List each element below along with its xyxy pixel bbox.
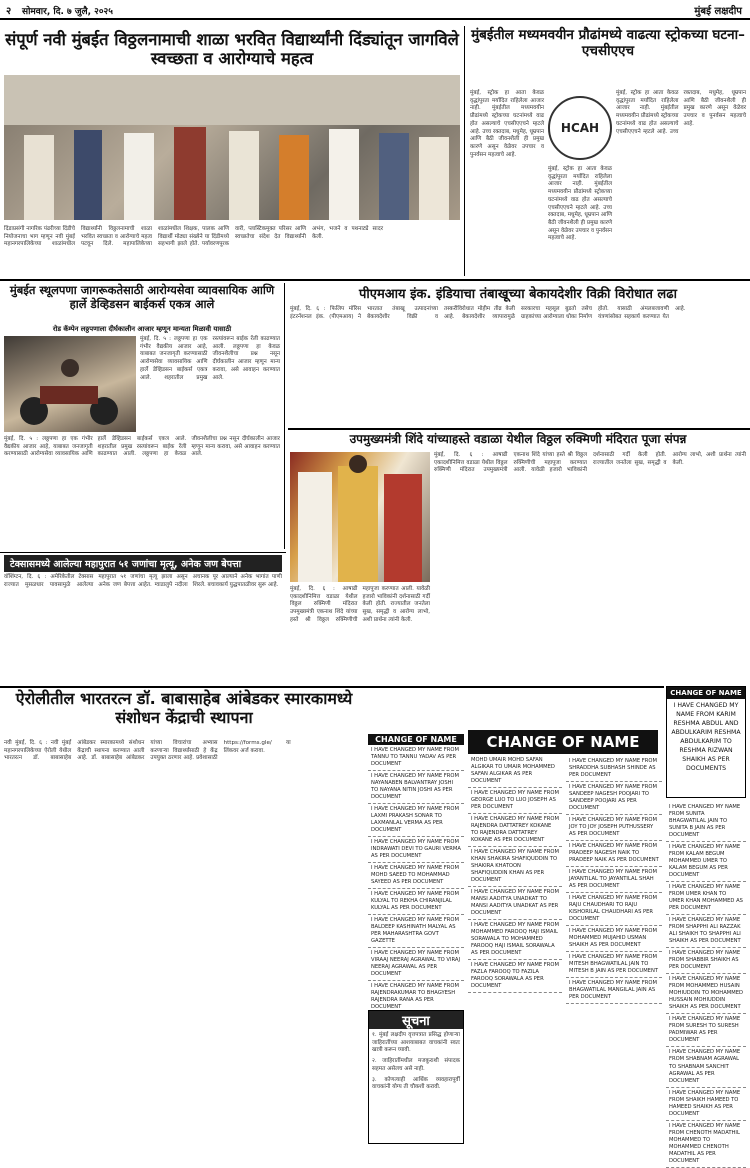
section-rule xyxy=(288,428,750,430)
change-of-name-item: I HAVE CHANGED MY NAME FROM CHENOTH MADATHIL MOHAMMED TO MOHAMMED CHENOTH MADATHIL AS PER DOCUMENT xyxy=(666,1121,746,1168)
change-of-name-item: I HAVE CHANGED MY NAME FROM INDRAWATI DEVI TO GAURI VERMA AS PER DOCUMENT xyxy=(368,837,464,863)
change-of-name-item: I HAVE CHANGED MY NAME FROM KHAN SHAKIRA SHAFIQUDDIN TO SHAKIRA KHATOON SHAFIQUDDIN KHAN AS PER DOCUMENT xyxy=(468,847,562,887)
change-of-name-item: I HAVE CHANGED MY NAME FROM SUNITA BHAGWATILAL JAIN TO SUNITA B JAIN AS PER DOCUMENT xyxy=(666,802,746,842)
change-of-name-item: I HAVE CHANGED MY NAME FROM UMER KHAN TO UMER KHAN MOHAMMED AS PER DOCUMENT xyxy=(666,882,746,915)
change-of-name-item: I HAVE CHANGED MY NAME FROM JOY TO JOY JOSEPH PUTHUSSERY AS PER DOCUMENT xyxy=(566,815,662,841)
change-of-name-item: MOHD UMAIR MOHD SAFAN ALGIKAR TO UMAIR MOHAMMED SAFAN ALGIKAR AS PER DOCUMENT xyxy=(468,748,562,788)
section-rule xyxy=(0,279,750,281)
change-of-name-item: I HAVE CHANGED MY NAME FROM LAXMI PRAKASH SONAR TO LAXMANLAL VERMA AS PER DOCUMENT xyxy=(368,804,464,837)
story5-headline: उपमुख्यमंत्री शिंदे यांच्याहस्ते वडाळा येथील विठ्ठल रुक्मिणी मंदिरात पूजा संपन्न xyxy=(349,432,687,446)
change-of-name-item: I HAVE CHANGED MY NAME FROM RAJENDRAKUMAR TO BHAGYESH RAJENDRA RANA AS PER DOCUMENT xyxy=(368,981,464,1014)
change-of-name-item: I HAVE CHANGED MY NAME FROM BHAGWATILAL MANGILAL JAIN AS PER DOCUMENT xyxy=(566,978,662,1004)
change-of-name-item: I HAVE CHANGED MY NAME FROM SURESH TO SURESH PADMIWAR AS PER DOCUMENT xyxy=(666,1014,746,1047)
section-rule xyxy=(0,686,664,688)
change-of-name-item: I HAVE CHANGED MY NAME FROM PRADEEP NAGESH NAIK TO PRADEEP NAIK AS PER DOCUMENT xyxy=(566,841,662,867)
box-title: CHANGE OF NAME xyxy=(667,687,745,699)
change-of-name-box xyxy=(666,686,746,798)
story2-body: मुंबई, स्ट्रोक हा आता केवळ वृद्धांपुरता मर्यादित राहिलेला आजार नाही. मुंबईतील मध्यमवयीन प्रौढांमध्ये स्ट्रोकच्या घटनांमध्ये वाढ होत असल्याचे एचसीएएचने म्हटले आहे. उच्च रक्तदाब, मधुमेह, धूम्रपान आणि बैठी जीवनशैली ही प्रमुख कारणे असून वेळेवर उपचार व पुनर्वसन महत्वाचे आहे. xyxy=(470,90,544,158)
cn-list-2 xyxy=(468,748,562,993)
change-of-name-item: I HAVE CHANGED MY NAME FROM SHAPPHI ALI RAZZAK ALI SHAIKH TO SHAPPHI ALI SHAIKH AS PER DOCUMENT xyxy=(666,915,746,948)
cn-list-1 xyxy=(368,745,464,1015)
notice-box xyxy=(368,1010,464,1144)
change-of-name-item: I HAVE CHANGED MY NAME FROM SHABNAM AGRAWAL TO SHABNAM SANCHIT AGRAWAL AS PER DOCUMENT xyxy=(666,1047,746,1087)
change-of-name-col3 xyxy=(566,756,662,1146)
box-text: I HAVE CHANGED MY NAME FROM KARIM RESHMA ABDUL AND ABDULKARIM RESHMA ABDULKARIM TO RESHMA RIZWAN SHAIKH AS PER DOCUMENTS xyxy=(671,702,741,772)
hcah-logo: HCAH xyxy=(548,96,612,160)
story1-headline: संपूर्ण नवी मुंबईत विठ्ठलनामाची शाळा भरवित विद्यार्थ्यांनी दिंड्यांतून जागविले स्वच्छता व आरोग्याचे महत्व xyxy=(5,30,459,69)
change-of-name-item: I HAVE CHANGED MY NAME FROM KALAM BEGUM MOHAMMED UMER TO KALAM BEGUM AS PER DOCUMENT xyxy=(666,842,746,882)
notice-item: २. जाहिरातींमधील मजकुराशी संपादक सहमत असेलच असे नाही. xyxy=(372,1058,460,1072)
change-of-name-item: I HAVE CHANGED MY NAME FROM MOHD SAEED TO MOHAMMAD SAYEED AS PER DOCUMENT xyxy=(368,863,464,889)
story5-photo xyxy=(290,452,430,582)
change-of-name-col4 xyxy=(666,802,746,1164)
change-of-name-item: I HAVE CHANGED MY NAME FROM RAJENDRA DATTATREY KOKANE TO RAJENDRA DATTATREY KOKANE AS PER DOCUMENT xyxy=(468,814,562,847)
story1-body: दिंडाप्रसंगी नागरिक पंढरीच्या दिंडीचे नियोजनाचा भाग म्हणून नवी मुंबई महानगरपालिकेच्या शाळांमधील विद्यार्थ्यांनी विठ्ठलनामाची शाळा भरवित स्वच्छता व आरोग्याचे महत्व पटवून दिले. महापालिकेच्या शाळांमधील शिक्षक, पालक आणि विद्यार्थी मोठ्या संख्येने या दिंडीमध्ये सहभागी झाले होते. पर्यावरणपूरक वारी, प्लास्टिकमुक्त परिसर आणि स्वच्छतेचा संदेश देत विद्यार्थ्यांनी अभंग, भजने व पथनाट्ये सादर केली. xyxy=(4,226,383,248)
story7-headline: ऐरोलीतील भारतरत्न डॉ. बाबासाहेब आंबेडकर स्मारकामध्ये संशोधन केंद्राची स्थापना xyxy=(15,689,353,727)
story5-body: मुंबई, दि. ६ : आषाढी एकादशीनिमित्त वडाळा येथील विठ्ठल रुक्मिणी मंदिरात उपमुख्यमंत्री एकनाथ शिंदे यांच्या हस्ते श्री विठ्ठल रुक्मिणीची महापूजा करण्यात आली. यावेळी हजारो भाविकांनी दर्शनासाठी गर्दी केली होती. राज्यातील जनतेला सुख, समृद्धी व आरोग्य लाभो, अशी प्रार्थना त्यांनी केली. xyxy=(434,452,746,474)
change-of-name-item: I HAVE CHANGED MY NAME FROM JAYANTILAL TO JAYANTILAL SHAH AS PER DOCUMENT xyxy=(566,867,662,893)
change-of-name-item: I HAVE CHANGED MY NAME FROM BALDEEP KASHINATH MALYAL AS PER MAHARASHTRA GOVT GAZETTE xyxy=(368,915,464,948)
story5-body-left: मुंबई, दि. ६ : आषाढी एकादशीनिमित्त वडाळा येथील विठ्ठल रुक्मिणी मंदिरात उपमुख्यमंत्री एकनाथ शिंदे यांच्या हस्ते श्री विठ्ठल रुक्मिणीची महापूजा करण्यात आली. यावेळी हजारो भाविकांनी दर्शनासाठी गर्दी केली होती. राज्यातील जनतेला सुख, समृद्धी व आरोग्य लाभो, अशी प्रार्थना त्यांनी केली. xyxy=(290,586,430,623)
page-number: २ xyxy=(6,6,12,17)
change-of-name-small-title: CHANGE OF NAME xyxy=(368,734,464,745)
story6-body: वॉशिंग्टन, दि. ६ : अमेरिकेतील टेक्सास राज्यात मुसळधार पावसामुळे आलेल्या महापुरात ५१ जणांचा मृत्यू झाला असून अनेक जण बेपत्ता आहेत. ग्वाडालुपे नदीला अचानक पूर आल्याने अनेक भागांत पाणी शिरले. बचावकार्य युद्धपातळीवर सुरू आहे. xyxy=(4,574,282,588)
story3-body-right: मुंबई, दि. ५ : लठ्ठपणा हा एक गंभीर वैद्यकीय आजार आहे, याबाबत जनजागृती करण्यासाठी आरोग्यसेवा व्यावसायिक आणि हार्ले डेव्हिडसन बाईकर्स एकत्र आले. शहरातील प्रमुख रस्त्यांवरून बाईक रॅली काढण्यात आली. लठ्ठपणा हा केवळ जीवनशैलीचा प्रश्न नसून दीर्घकालीन आजार म्हणून मान्य करावा, असे आवाहन करण्यात आले. xyxy=(140,336,280,381)
notice-item: ३. कोणत्याही आर्थिक व्यवहारापूर्वी वाचकांनी योग्य ती चौकशी करावी. xyxy=(372,1076,460,1091)
story1-photo xyxy=(4,75,460,220)
story2-body-mid: मुंबई, स्ट्रोक हा आता केवळ वृद्धांपुरता मर्यादित राहिलेला आजार नाही. मुंबईतील मध्यमवयीन प्रौढांमध्ये स्ट्रोकच्या घटनांमध्ये वाढ होत असल्याचे एचसीएएचने म्हटले आहे. उच्च रक्तदाब, मधुमेह, धूम्रपान आणि बैठी जीवनशैली ही प्रमुख कारणे असून वेळेवर उपचार व पुनर्वसन महत्वाचे आहे. xyxy=(548,166,612,242)
change-of-name-item: I HAVE CHANGED MY NAME FROM GEORGE LUO TO LUO JOSEPH AS PER DOCUMENT xyxy=(468,788,562,814)
change-of-name-item: I HAVE CHANGED MY NAME FROM MOHAMMED HUSAIN MOHIUDDIN TO MOHAMMED HUSSAIN MOHIUDDIN SHAIKH AS PER DOCUMENT xyxy=(666,974,746,1014)
story2-block xyxy=(470,90,746,276)
page-header xyxy=(0,0,750,20)
change-of-name-item: I HAVE CHANGED MY NAME FROM FAZLA FAROOQ TO FAZILA FAROOQ SORAWALA AS PER DOCUMENT xyxy=(468,960,562,993)
section-rule xyxy=(0,552,286,553)
story2-headline: मुंबईतील मध्यमवयीन प्रौढांमध्ये वाढत्या स्ट्रोकच्या घटना–एचसीएएच xyxy=(471,27,745,59)
change-of-name-item: I HAVE CHANGED MY NAME FROM VIRAAJ NEERAJ AGRAWAL TO VIRAJ NEERAJ AGRAWAL AS PER DOCUMENT xyxy=(368,948,464,981)
change-of-name-item: I HAVE CHANGED MY NAME FROM RAJU CHAUDHARI TO RAJU KISHORILAL CHAUDHARI AS PER DOCUMENT xyxy=(566,893,662,926)
story4-headline: पीएमआय इंक. इंडियाचा तंबाखूच्या बेकायदेशीर विक्री विरोधात लढा xyxy=(359,287,677,302)
change-of-name-item: I HAVE CHANGED MY NAME FROM KULYAL TO REKHA CHIRANJILAL KULYAL AS PER DOCUMENT xyxy=(368,889,464,915)
cn-list-3 xyxy=(566,756,662,1004)
change-of-name-title: CHANGE OF NAME xyxy=(468,730,658,754)
story3-photo xyxy=(4,336,136,432)
change-of-name-col2 xyxy=(468,748,562,1146)
story7-body: नवी मुंबई, दि. ६ : नवी मुंबई महानगरपालिकेच्या ऐरोली येथील भारतरत्न डॉ. बाबासाहेब आंबेडकर स्मारकामध्ये संशोधन केंद्राची स्थापना करण्यात आली आहे. डॉ. बाबासाहेब आंबेडकर यांच्या विचारांचा अभ्यास करणाऱ्या विद्यार्थ्यांसाठी हे केंद्र उपयुक्त ठरणार आहे. प्रवेशासाठी https://forms.gle/ या लिंकवर अर्ज करावा. xyxy=(4,740,291,762)
change-of-name-item: I HAVE CHANGED MY NAME FROM NAYANABEN BALVANTRAY JOSHI TO NAYANA NITIN JOSHI AS PER DOCUMENT xyxy=(368,771,464,804)
story3-subhead: रोड कॅम्पेन लठ्ठपणाला दीर्घकालीन आजार म्हणून मान्यता मिळावी यासाठी xyxy=(52,325,232,333)
masthead-brand: मुंबई लक्षदीप xyxy=(694,6,742,17)
story2-body-cont: मुंबई, स्ट्रोक हा आता केवळ वृद्धांपुरता मर्यादित राहिलेला आजार नाही. मुंबईतील मध्यमवयीन प्रौढांमध्ये स्ट्रोकच्या घटनांमध्ये वाढ होत असल्याचे एचसीएएचने म्हटले आहे. उच्च रक्तदाब, मधुमेह, धूम्रपान आणि बैठी जीवनशैली ही प्रमुख कारणे असून वेळेवर उपचार व पुनर्वसन महत्वाचे आहे. xyxy=(616,90,746,135)
change-of-name-item: I HAVE CHANGED MY NAME FROM MOHAMMED FAROOQ HAJI ISMAIL SORAWALA TO MOHAMMED FAROOQ HAJI ISMAIL SORAWALA AS PER DOCUMENT xyxy=(468,920,562,960)
change-of-name-item: I HAVE CHANGED MY NAME FROM SHAIKH HAMEED TO HAMEED SHAIKH AS PER DOCUMENT xyxy=(666,1088,746,1121)
change-of-name-item: I HAVE CHANGED MY NAME FROM MANSI AADITYA UNADKAT TO MANSI AADITYA UNADKAT AS PER DOCUMENT xyxy=(468,887,562,920)
change-of-name-item: I HAVE CHANGED MY NAME FROM SHRADDHA SUBHASH SHINDE AS PER DOCUMENT xyxy=(566,756,662,782)
change-of-name-item: I HAVE CHANGED MY NAME FROM TANNU TO TANNU YADAV AS PER DOCUMENT xyxy=(368,745,464,771)
column-divider xyxy=(464,26,465,276)
issue-date: सोमवार, दि. ७ जुलै, २०२५ xyxy=(22,7,113,17)
change-of-name-item: I HAVE CHANGED MY NAME FROM SANDEEP NAGESH POOJARI TO SANDEEP POOJARI AS PER DOCUMENT xyxy=(566,782,662,815)
change-of-name-item: I HAVE CHANGED MY NAME FROM MOHAMMED MUJAHID USMAN SHAIKH AS PER DOCUMENT xyxy=(566,926,662,952)
change-of-name-item: I HAVE CHANGED MY NAME FROM MITESH BHAGWATILAL JAIN TO MITESH B JAIN AS PER DOCUMENT xyxy=(566,952,662,978)
story6-headline: टेक्सासमध्ये आलेल्या महापुरात ५१ जणांचा मृत्यू, अनेक जण बेपत्ता xyxy=(4,555,282,572)
story4-body: मुंबई, दि. ६ : फिलिप मॉरिस इंटरनॅशनल इंक. (पीएमआय) ने भारतात तंबाखू उत्पादनांच्या बेकायदेशीर विक्री व तस्करीविरोधात मोहीम तीव्र केली आहे. बेकायदेशीर व्यापारामुळे सरकारचा महसूल बुडतो तसेच ग्राहकांच्या आरोग्याला धोका निर्माण होतो. यासाठी अंमलबजावणी यंत्रणांसोबत सहकार्य करण्यात येत आहे. xyxy=(290,306,686,320)
notice-item: १. मुंबई लक्षदीप वृत्तपत्रात प्रसिद्ध होणाऱ्या जाहिरातींच्या आशयाबाबत वाचकांनी स्वतः खात्री करून घ्यावी. xyxy=(372,1032,460,1054)
story3-headline: मुंबईत स्थूलपणा जागरूकतेसाठी आरोग्यसेवा व्यावसायिक आणि हार्ले डेव्हिडसन बाईकर्स एकत्र आले xyxy=(9,283,275,311)
column-divider xyxy=(284,283,285,549)
cn-list-4 xyxy=(666,802,746,1168)
notice-title: सूचना xyxy=(369,1011,463,1029)
change-of-name-item: I HAVE CHANGED MY NAME FROM SHABBIR SHAIKH AS PER DOCUMENT xyxy=(666,948,746,974)
notice-items xyxy=(369,1029,463,1139)
story3-body: मुंबई, दि. ५ : लठ्ठपणा हा एक गंभीर वैद्यकीय आजार आहे, याबाबत जनजागृती करण्यासाठी आरोग्यसेवा व्यावसायिक आणि हार्ले डेव्हिडसन बाईकर्स एकत्र आले. शहरातील प्रमुख रस्त्यांवरून बाईक रॅली काढण्यात आली. लठ्ठपणा हा केवळ जीवनशैलीचा प्रश्न नसून दीर्घकालीन आजार म्हणून मान्य करावा, असे आवाहन करण्यात आले. xyxy=(4,436,280,458)
